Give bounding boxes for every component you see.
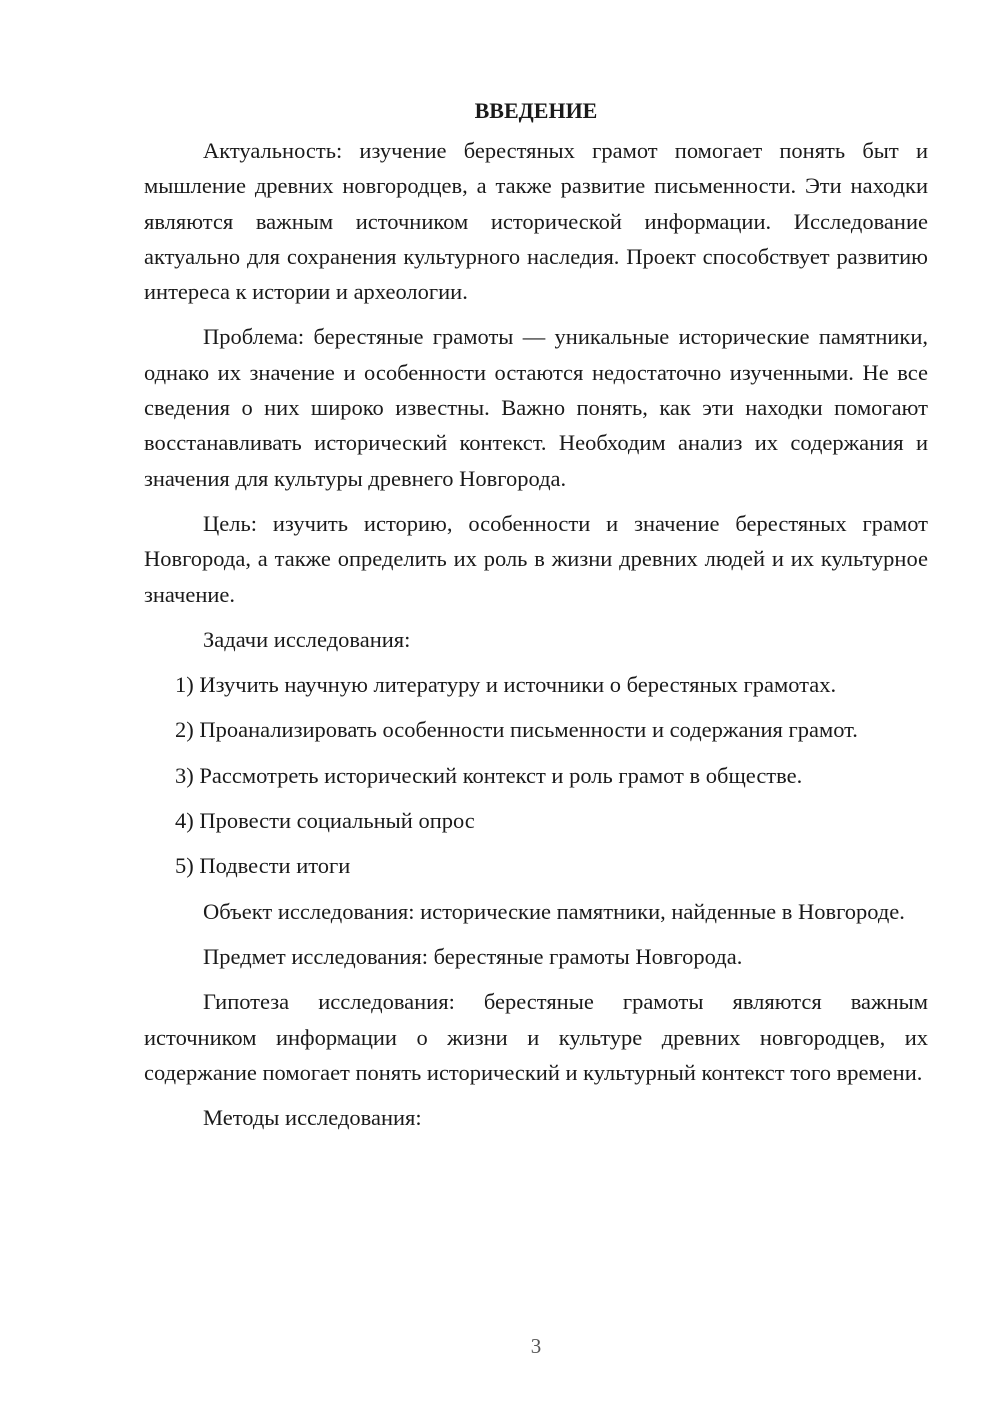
document-page	[144, 93, 928, 1145]
task-item-3: 3) Рассмотреть исторический контекст и роль грамот в обществе.	[175, 762, 803, 788]
task-item-2: 2) Проанализировать особенности письменности и содержания грамот.	[175, 717, 858, 743]
hypothesis-paragraph: Гипотеза исследования: берестяные грамоты являются важным источником информации о жизни и культуре древних новгородцев, их содержание помогает понять исторический и культурный контекст того времени.	[144, 989, 928, 1085]
subject-paragraph: Предмет исследования: берестяные грамоты Новгорода.	[203, 943, 743, 969]
object-paragraph: Объект исследования: исторические памятники, найденные в Новгороде.	[203, 898, 905, 924]
task-item-4: 4) Провести социальный опрос	[175, 808, 475, 834]
section-title: ВВЕДЕНИЕ	[474, 98, 598, 123]
task-item-1: 1) Изучить научную литературу и источники о берестяных грамотах.	[175, 672, 837, 698]
task-item-5: 5) Подвести итоги	[175, 853, 351, 879]
problem-paragraph: Проблема: берестяные грамоты — уникальные исторические памятники, однако их значение и особенности остаются недостаточно изученными. Не все сведения о них широко известны. Важно понять, как эти находки помогают восстанавливать исторический контекст. Необходим анализ их содержания и значения для культуры древнего Новгорода.	[144, 324, 928, 491]
methods-heading: Методы исследования:	[203, 1105, 422, 1131]
page-number: 3	[530, 1334, 542, 1358]
relevance-paragraph: Актуальность: изучение берестяных грамот помогает понять быт и мышление древних новгородцев, а также развитие письменности. Эти находки являются важным источником исторической информации. Исследование актуально для сохранения культурного наследия. Проект способствует развитию интереса к истории и археологии.	[144, 138, 928, 305]
goal-paragraph: Цель: изучить историю, особенности и значение берестяных грамот Новгорода, а также определить их роль в жизни древних людей и их культурное значение.	[144, 510, 928, 607]
tasks-heading: Задачи исследования:	[203, 626, 411, 652]
